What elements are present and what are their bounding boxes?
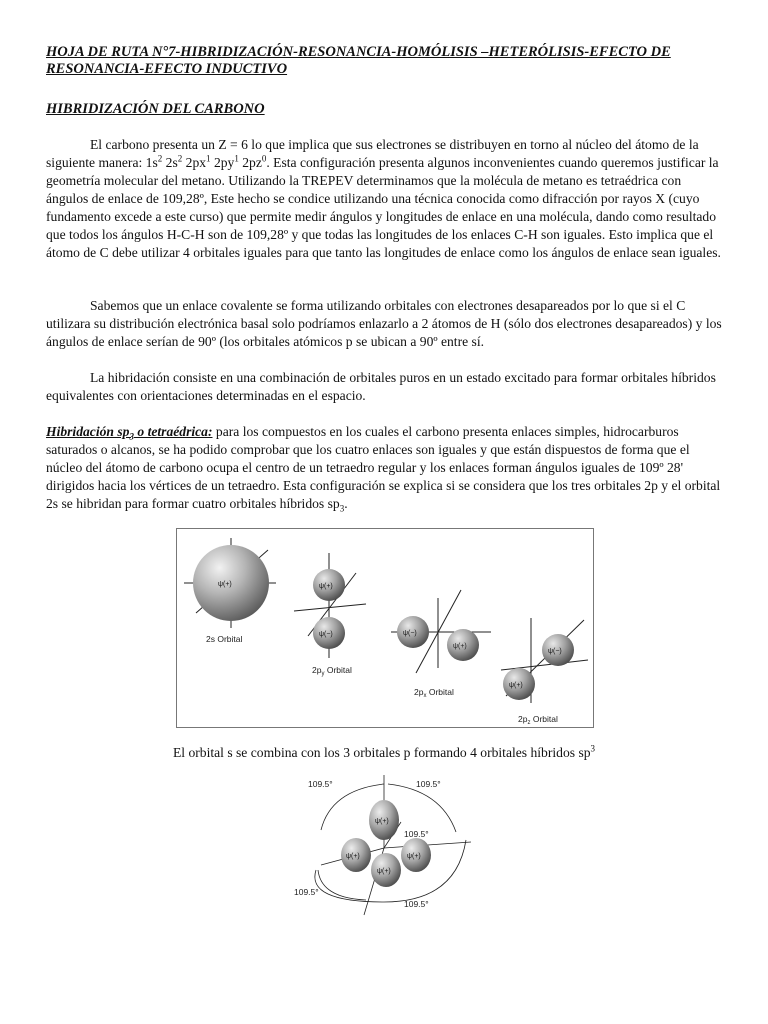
subscript: 3 <box>339 503 345 514</box>
psi-label: ψ(+) <box>407 853 421 860</box>
psi-label: ψ(+) <box>346 853 360 860</box>
sp3-hybrid-figure <box>286 770 486 920</box>
superscript: 1 <box>234 153 239 164</box>
paragraph-electron-configuration <box>46 136 726 262</box>
angle-label: 109.5° <box>416 779 441 789</box>
superscript: 2 <box>177 153 183 164</box>
angle-label: 109.5° <box>308 779 333 789</box>
paragraph-sp3-hybridization <box>46 423 726 513</box>
superscript: 2 <box>157 153 163 164</box>
psi-label: ψ(+) <box>218 581 232 588</box>
psi-label: ψ(+) <box>453 643 467 650</box>
angle-label: 109.5° <box>404 899 429 909</box>
psi-label: ψ(+) <box>319 583 333 590</box>
text-run: 2pz <box>238 155 262 170</box>
superscript: 1 <box>206 153 211 164</box>
psi-label: ψ(+) <box>509 682 523 689</box>
figure-caption: El orbital s se combina con los 3 orbitales p formando 4 orbitales híbridos $sp^3$ <box>172 743 596 760</box>
text-run: Sabemos que un enlace covalente se forma utilizando orbitales con electrones desapareados por lo que si el C utilizara su distribución electrónica basal solo podríamos enlazarlo a 2 átomos de H (sólo dos electrones desapareados) y los ángulos de enlace serían de 90º (los orbitales atómicos p se ubican a 90º entre sí. <box>46 298 722 349</box>
paragraph-hybridization-definition <box>46 369 726 405</box>
atomic-orbitals-figure <box>176 528 594 728</box>
psi-label: ψ(+) <box>375 818 389 825</box>
psi-label: ψ(−) <box>319 631 333 638</box>
superscript: 0 <box>261 153 267 164</box>
angle-label: 109.5° <box>294 887 319 897</box>
paragraph-covalent-bond <box>46 297 726 351</box>
text-run: 2s <box>162 155 178 170</box>
psi-label: ψ(−) <box>403 630 417 637</box>
orbital-label: $2p_y$ Orbital <box>312 665 352 677</box>
orbital-label: 2s Orbital <box>206 634 243 644</box>
orbital-label: $2p_x$ Orbital <box>414 687 454 699</box>
text-run: El carbono presenta un Z = 6 lo que implica que sus electrones se distribuyen en torno al núcleo del átomo de la siguiente manera: 1s <box>46 137 699 170</box>
text-run: La hibridación consiste en una combinación de orbitales puros en un estado excitado para formar orbitales híbridos equivalentes con orientaciones determinadas en el espacio. <box>46 370 716 403</box>
psi-label: ψ(+) <box>377 868 391 875</box>
angle-label: 109.5° <box>404 829 429 839</box>
text-run: 2py <box>210 155 235 170</box>
text-run: . <box>344 496 348 511</box>
sp3-heading: Hibridación $sp_3$ o tetraédrica: <box>46 424 213 442</box>
section-heading: HIBRIDIZACIÓN DEL CARBONO <box>46 101 265 117</box>
text-run: . Esta configuración presenta algunos inconvenientes cuando queremos justificar la geometría molecular del metano. Utilizando la TREPEV determinamos que la molécula de metano es tetraédrica con ángulos de enlace de 109,28º, Este hecho se condice utilizando una técnica conocida como difracción por rayos X (cuyo fundamento excede a este curso) que permite medir ángulos y longitudes de enlace en una molécula, dando como resultado que todos los ángulos H-C-H son de 109,28º y que todas las longitudes de los enlaces C-H son iguales. Esto implica que el átomo de C debe utilizar 4 orbitales iguales para que tanto las longitudes de enlace como los ángulos de enlace sean iguales. <box>46 155 721 260</box>
text-run: 2px <box>182 155 207 170</box>
document-title: HOJA DE RUTA N°7-HIBRIDIZACIÓN-RESONANCIA-HOMÓLISIS –HETERÓLISIS-EFECTO DE RESONANCIA-EFECTO INDUCTIVO <box>46 44 671 77</box>
orbital-label: $2p_z$ Orbital <box>518 714 558 726</box>
text-run: para los compuestos en los cuales el carbono presenta enlaces simples, hidrocarburos saturados o alcanos, se ha podido comprobar que los cuatro enlaces son iguales y que están dispuestos de forma que el núcleo del átomo de carbono ocupa el centro de un tetraedro regular y los enlaces forman ángulos iguales de 109º 28' dirigidos hacia los vértices de un tetraedro. Esta configuración se explica si se considera que los tres orbitales 2p y el orbital 2s se hibridan para formar cuatro orbitales híbridos sp <box>46 424 721 511</box>
psi-label: ψ(−) <box>548 648 562 655</box>
